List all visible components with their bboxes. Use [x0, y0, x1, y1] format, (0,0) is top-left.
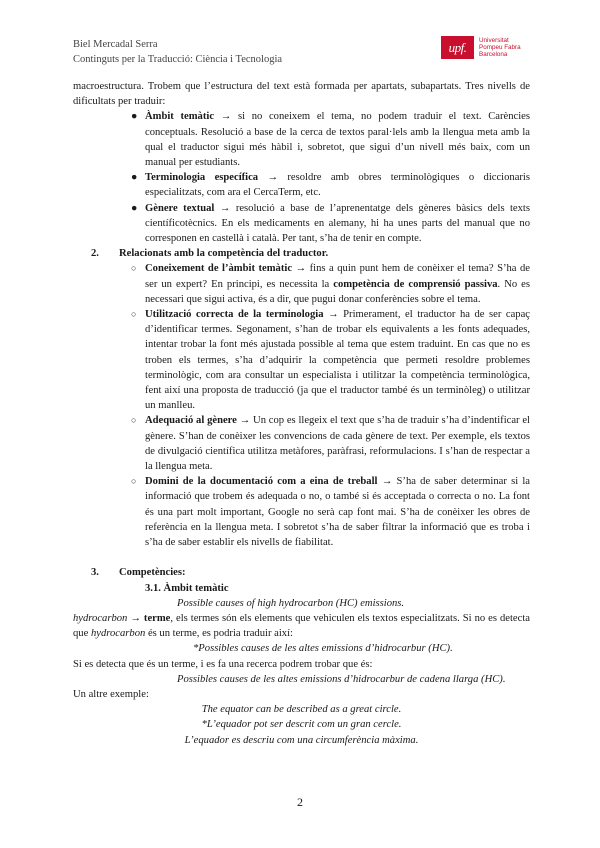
circle-bullet-icon: ○: [131, 263, 137, 274]
difficulty-term: Gènere textual: [145, 202, 215, 214]
list-item: [73, 170, 530, 200]
correct-translation: Possibles causes de les altes emissions d’hidrocarbur de cadena llarga (HC).: [177, 673, 506, 685]
section-title: Relacionats amb la competència del traductor.: [119, 248, 329, 260]
competence-term: Adequació al gènere: [145, 415, 237, 427]
list-item: ○ Domini de la documentació com a eina de treball → S’ha de saber determinar si la informació que trobem és adequada o no, o també si és acceptada o correcta o no. La font és una part molt important, Google no serà cap font mai. S’ha de conèixer les obres de referència en la llengua meta. I sobretot s’ha de saber filtrar la informació que es troba i s’ha de saber establir els nivells de fiabilitat.: [73, 474, 530, 550]
detected-term-text: Si es detecta que és un terme, i es fa una recerca podrem trobar que és:: [73, 658, 373, 670]
upf-logo-text: Universitat Pompeu Fabra Barcelona: [479, 37, 521, 59]
list-item: ○ Coneixement de l’àmbit temàtic → fins a quin punt hem de conèixer el tema? S’ha de ser un expert? En principi, es necessita la competència de comprensió passiva. No es necessari que sigui activa, és a dir, que pugui donar conferències sobre el tema.: [73, 261, 530, 307]
incorrect-translation: *L’equador pot ser descrit com un gran cercle.: [201, 719, 402, 731]
circle-bullet-icon: ○: [131, 309, 137, 320]
section-heading: [73, 246, 530, 261]
section-title: Competències:: [119, 567, 186, 579]
difficulty-text: → resoldre amb obres terminològiques o diccionaris especialitzats, com ara el CercaTerm, etc.: [145, 172, 530, 199]
circle-bullet-icon: ○: [131, 476, 137, 487]
subsection-title: 3.1. Àmbit temàtic: [145, 582, 229, 594]
list-item: ○ Adequació al gènere → Un cop es llegeix el text que s’ha de traduir s’ha d’indentificar el gènere. S’han de conèixer les convencions de cada gènere de text. Per exemple, els textos de divulgació científica utilitza metàfores, paràfrasi, reformulacions. I s’han de respectar a la llengua meta.: [73, 413, 530, 474]
example-sentence: The equator can be described as a great circle.: [201, 704, 402, 716]
difficulty-term: Terminologia específica: [145, 172, 259, 184]
correct-translation: L’equador es descriu com una circumferència màxima.: [184, 734, 419, 746]
list-item: [73, 109, 530, 170]
list-item: ○ Utilització correcta de la terminologia → Primerament, el traductor ha de ser capaç d’identificar termes. Segonament, s’han de trobar els equivalents a les fonts adequades, intentar trobar la font més ajustada possible al tema que estem traduint. En cas que no es troben els termes, s’ha d’adquirir la competència que permeti resoldre problemes terminològic, com ara consultar un especialista i utilitzar la competència terminològica, fent així una proposta de traducció (ja que el traductor també és un terminòleg) o utilitzar un manlleu.: [73, 307, 530, 413]
incorrect-translation: *Possibles causes de les altes emissions d’hidrocarbur (HC).: [193, 643, 453, 655]
list-item: [73, 201, 530, 247]
difficulty-term: Àmbit temàtic: [145, 111, 215, 123]
section-heading: [73, 565, 530, 580]
author-name: Biel Mercadal Serra: [73, 39, 158, 50]
term-explanation: hydrocarbon → terme, els termes són els elements que vehiculen els textos especialitzats. Si no es detecta que hydrocarbon és un terme, es podria traduir així:: [73, 612, 530, 640]
upf-logo-mark: upf.: [441, 36, 474, 59]
section-number: 3.: [91, 567, 99, 579]
key-concept: competència de comprensió passiva: [333, 278, 498, 290]
page-number: 2: [297, 795, 303, 809]
document-subtitle: Continguts per la Traducció: Ciència i Tecnologia: [73, 54, 283, 65]
page-body: [73, 79, 530, 748]
bullet-icon: ●: [131, 111, 138, 123]
university-logo: [441, 36, 531, 60]
circle-bullet-icon: ○: [131, 415, 137, 426]
example-sentence: Possible causes of high hydrocarbon (HC) emissions.: [177, 597, 405, 609]
intro-paragraph: macroestructura. Trobem que l’estructura del text està formada per apartats, subapartats. Tres nivells de dificultats per traduir:: [73, 81, 530, 108]
competence-term: Domini de la documentació com a eina de treball: [145, 476, 378, 488]
another-example-label: Un altre exemple:: [73, 688, 149, 700]
section-number: 2.: [91, 248, 99, 260]
page-header: [73, 37, 282, 67]
bullet-icon: ●: [131, 202, 138, 214]
difficulty-text: → resolució a base de l’aprenentatge dels gèneres bàsics dels texts científicotècnics. En els medicaments en alemany, hi ha unes parts del manual que no corresponen en castellà i català. Per tant, s’ha de tenir en compte.: [145, 202, 530, 245]
competence-term: Utilització correcta de la terminologia: [145, 309, 324, 321]
bullet-icon: ●: [131, 172, 138, 184]
difficulty-text: → si no coneixem el tema, no podem traduir el text. Carències conceptuals. Resolució a base de la cerca de textos paral·lels amb la llengua meta amb la qual el traductor sigui més hàbil i, sobretot, que sigui d’un nivell més baix, com un manual per estudiants.: [145, 111, 530, 169]
competence-term: Coneixement de l’àmbit temàtic: [145, 263, 293, 275]
